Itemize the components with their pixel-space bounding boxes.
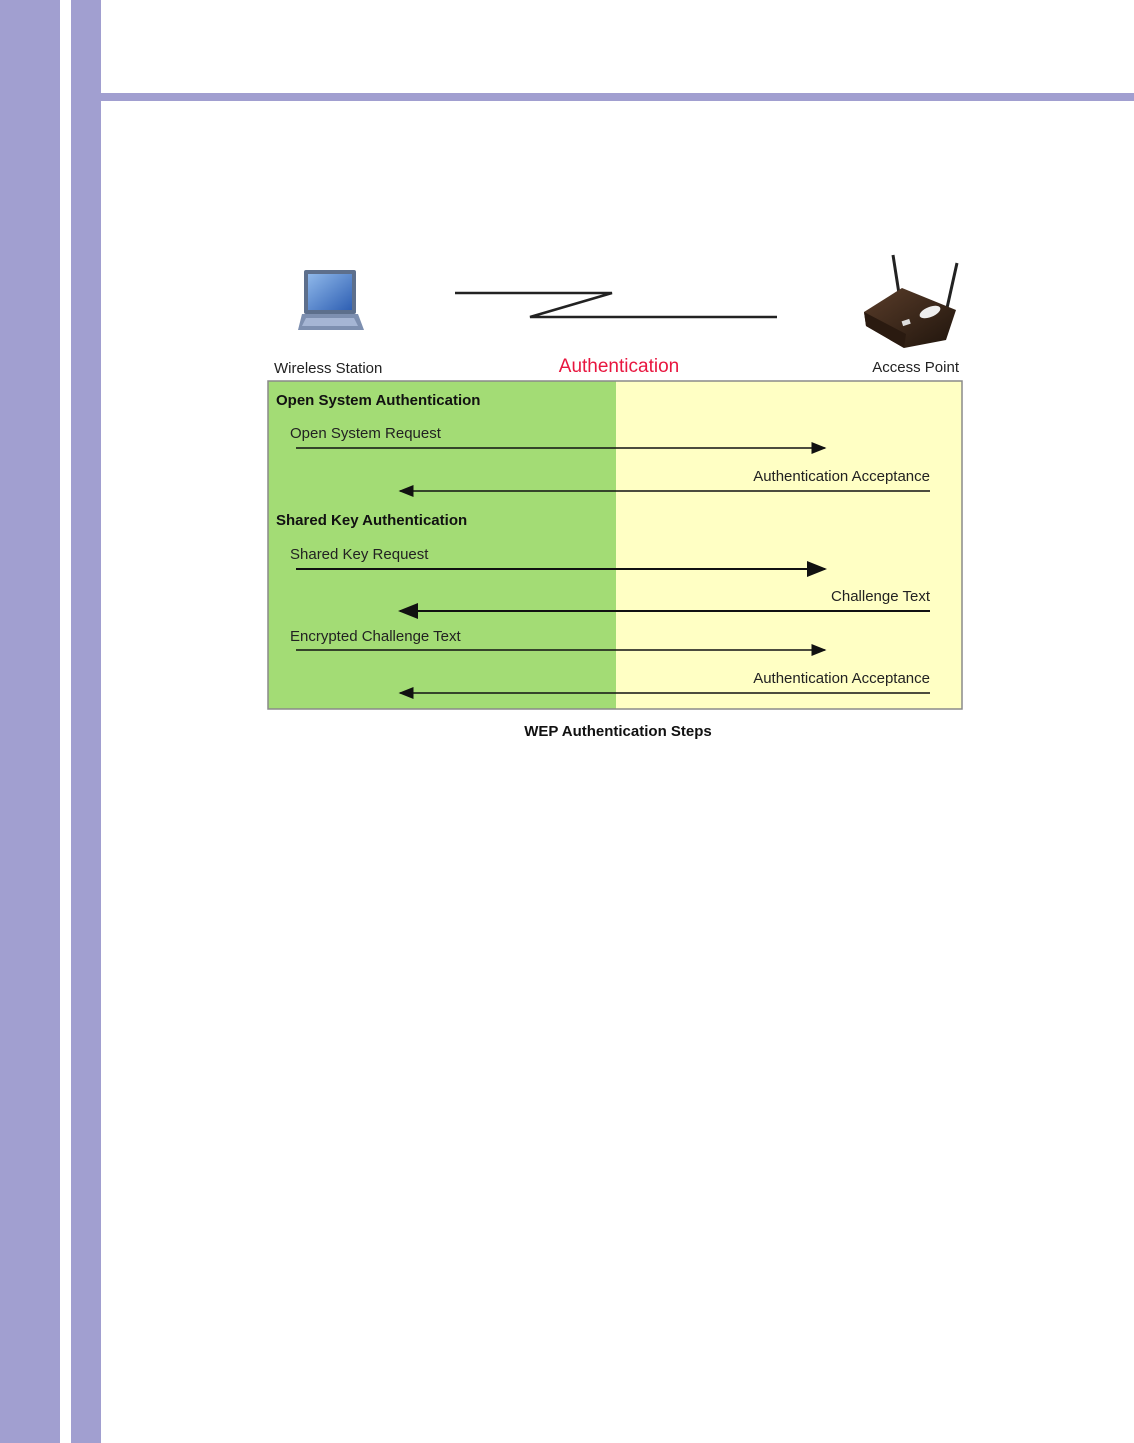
wireless-station-label: Wireless Station: [274, 360, 383, 377]
open-auth-acceptance-label: Authentication Acceptance: [753, 468, 930, 485]
access-point-label: Access Point: [872, 359, 959, 376]
access-point-side-panel: [616, 381, 962, 709]
shared-auth-acceptance-label: Authentication Acceptance: [753, 670, 930, 687]
diagram-caption: WEP Authentication Steps: [524, 723, 712, 740]
challenge-text-label: Challenge Text: [831, 588, 930, 605]
laptop-icon: [298, 270, 364, 330]
encrypted-challenge-label: Encrypted Challenge Text: [290, 628, 461, 645]
authentication-label: Authentication: [558, 356, 680, 377]
open-system-heading: Open System Authentication: [276, 392, 481, 409]
access-point-icon: [864, 255, 957, 348]
open-system-request-label: Open System Request: [290, 425, 441, 442]
shared-key-heading: Shared Key Authentication: [276, 512, 468, 529]
shared-key-request-label: Shared Key Request: [290, 546, 429, 563]
wireless-link-icon: [455, 293, 777, 317]
